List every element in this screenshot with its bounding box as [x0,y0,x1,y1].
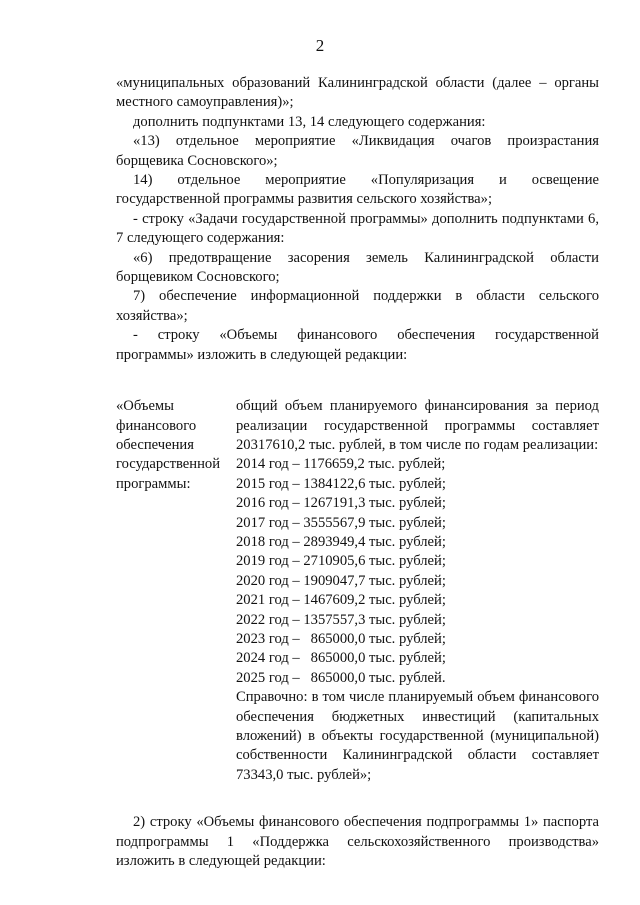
year-line: 2022 год – 1357557,3 тыс. рублей; [236,611,446,628]
label-line: «Объемы [116,398,174,415]
paragraph: «муниципальных образований Калининградской области (далее – органы местного самоуправления)»; [116,75,599,111]
label-line: обеспечения [116,436,194,453]
document-body [116,74,599,871]
year-line: 2019 год – 2710905,6 тыс. рублей; [236,553,446,570]
year-line: 2014 год – 1176659,2 тыс. рублей; [236,456,446,473]
year-line: 2021 год – 1467609,2 тыс. рублей; [236,592,446,609]
label-line: государственной [116,456,221,473]
label-line: финансового [116,417,197,434]
year-line: 2023 год – 865000,0 тыс. рублей; [236,630,446,647]
paragraph: 14) отдельное мероприятие «Популяризация и освещение государственной программы развития сельского хозяйства»; [116,172,599,208]
funding-note: Справочно: в том числе планируемый объем финансового обеспечения бюджетных инвестиций (капитальных вложений) в объекты государственной (муниципальной) собственности Калининградской области составляет 73343,0 тыс. рублей»; [236,689,599,783]
funding-table [116,397,599,785]
closing-paragraph: 2) строку «Объемы финансового обеспечения подпрограммы 1» паспорта подпрограммы 1 «Поддержка сельскохозяйственного производства» изложить в следующей редакции: [116,814,599,870]
year-line: 2017 год – 3555567,9 тыс. рублей; [236,514,446,531]
paragraph: «13) отдельное мероприятие «Ликвидация очагов произрастания борщевика Сосновского»; [116,133,599,169]
year-line: 2018 год – 2893949,4 тыс. рублей; [236,533,446,550]
year-line: 2025 год – 865000,0 тыс. рублей. [236,669,446,686]
funding-value-cell [236,397,599,785]
year-line: 2015 год – 1384122,6 тыс. рублей; [236,475,446,492]
year-line: 2016 год – 1267191,3 тыс. рублей; [236,495,446,512]
label-line: программы: [116,475,191,492]
year-line: 2020 год – 1909047,7 тыс. рублей; [236,572,446,589]
funding-intro: общий объем планируемого финансирования за период реализации государственной программы составляет 20317610,2 тыс. рублей, в том числе по годам реализации: [236,398,599,453]
paragraph: 7) обеспечение информационной поддержки в области сельского хозяйства»; [116,288,599,324]
paragraph: - строку «Объемы финансового обеспечения государственной программы» изложить в следующей редакции: [116,327,599,363]
paragraph: «6) предотвращение засорения земель Калининградской области борщевиком Сосновского; [116,249,599,286]
paragraph: - строку «Задачи государственной программы» дополнить подпунктами 6, 7 следующего содержания: [116,210,599,247]
year-line: 2024 год – 865000,0 тыс. рублей; [236,650,446,667]
funding-label-cell [116,397,234,785]
paragraph: дополнить подпунктами 13, 14 следующего содержания: [133,113,486,130]
page-number: 2 [315,36,325,55]
